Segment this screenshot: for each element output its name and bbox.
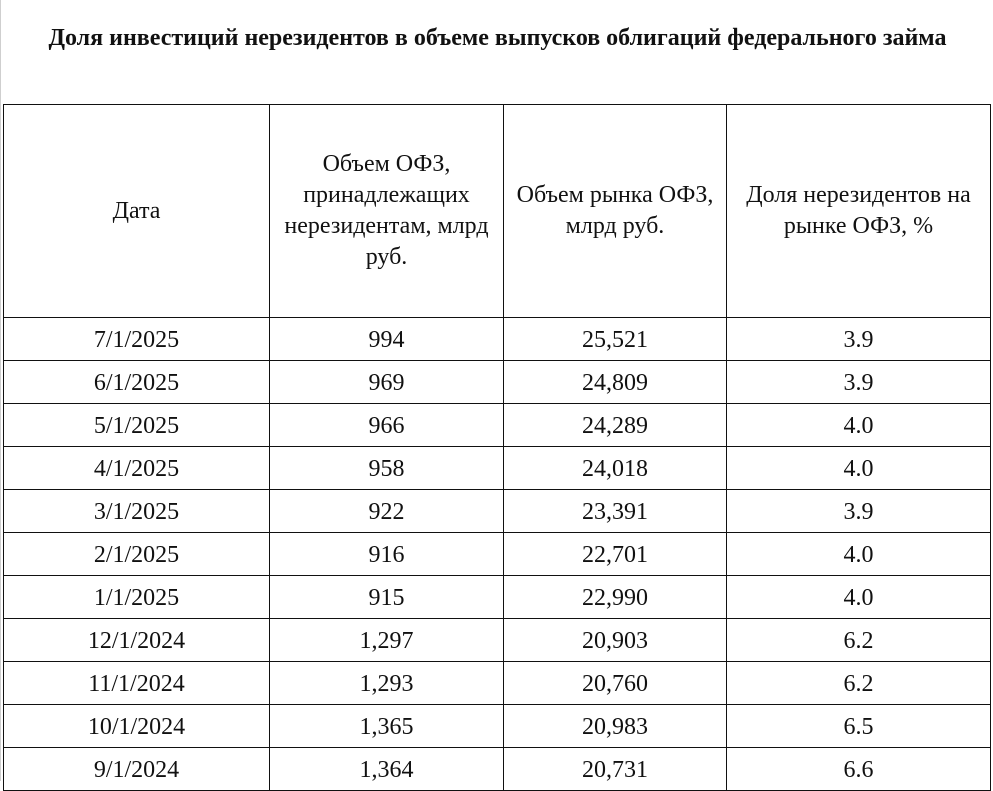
cell-date: 5/1/2025 [4,404,270,447]
table-row [4,490,991,533]
cell-nonresidents: 922 [270,490,504,533]
cell-share: 3.9 [727,318,991,361]
cell-nonresidents: 994 [270,318,504,361]
table-title: Доля инвестиций нерезидентов в объеме выпусков облигаций федерального займа [48,25,947,51]
cell-nonresidents: 915 [270,576,504,619]
cell-nonresidents: 1,293 [270,662,504,705]
cell-market: 25,521 [504,318,727,361]
table-row [4,748,991,791]
cell-date: 4/1/2025 [4,447,270,490]
table-row [4,361,991,404]
cell-market: 24,289 [504,404,727,447]
cell-date: 6/1/2025 [4,361,270,404]
cell-date: 10/1/2024 [4,705,270,748]
ofz-nonresidents-table [3,104,991,791]
cell-market: 22,990 [504,576,727,619]
cell-date: 3/1/2025 [4,490,270,533]
cell-market: 20,731 [504,748,727,791]
table-row [4,705,991,748]
header-date: Дата [4,105,270,318]
cell-share: 3.9 [727,361,991,404]
cell-share: 6.2 [727,619,991,662]
cell-market: 20,760 [504,662,727,705]
cell-share: 3.9 [727,490,991,533]
table-row [4,576,991,619]
cell-share: 4.0 [727,447,991,490]
cell-date: 7/1/2025 [4,318,270,361]
cell-nonresidents: 966 [270,404,504,447]
cell-date: 1/1/2025 [4,576,270,619]
cell-date: 9/1/2024 [4,748,270,791]
cell-share: 4.0 [727,533,991,576]
cell-market: 24,809 [504,361,727,404]
table-row [4,662,991,705]
table-row [4,404,991,447]
cell-market: 24,018 [504,447,727,490]
table-row [4,447,991,490]
header-share: Доля нерезидентов на рынке ОФЗ, % [727,105,991,318]
cell-nonresidents: 1,364 [270,748,504,791]
header-ofz-nonresidents: Объем ОФЗ, принадлежащих нерезидентам, млрд руб. [270,105,504,318]
cell-market: 23,391 [504,490,727,533]
cell-date: 2/1/2025 [4,533,270,576]
table-row [4,619,991,662]
cell-market: 20,903 [504,619,727,662]
table-row [4,318,991,361]
cell-nonresidents: 1,297 [270,619,504,662]
cell-date: 12/1/2024 [4,619,270,662]
header-ofz-market: Объем рынка ОФЗ, млрд руб. [504,105,727,318]
cell-nonresidents: 1,365 [270,705,504,748]
cell-share: 6.5 [727,705,991,748]
cell-date: 11/1/2024 [4,662,270,705]
cell-share: 4.0 [727,404,991,447]
header-row [4,105,991,318]
cell-nonresidents: 958 [270,447,504,490]
cell-share: 6.2 [727,662,991,705]
cell-share: 6.6 [727,748,991,791]
table-row [4,533,991,576]
cell-share: 4.0 [727,576,991,619]
cell-nonresidents: 969 [270,361,504,404]
cell-nonresidents: 916 [270,533,504,576]
cell-market: 22,701 [504,533,727,576]
cell-market: 20,983 [504,705,727,748]
